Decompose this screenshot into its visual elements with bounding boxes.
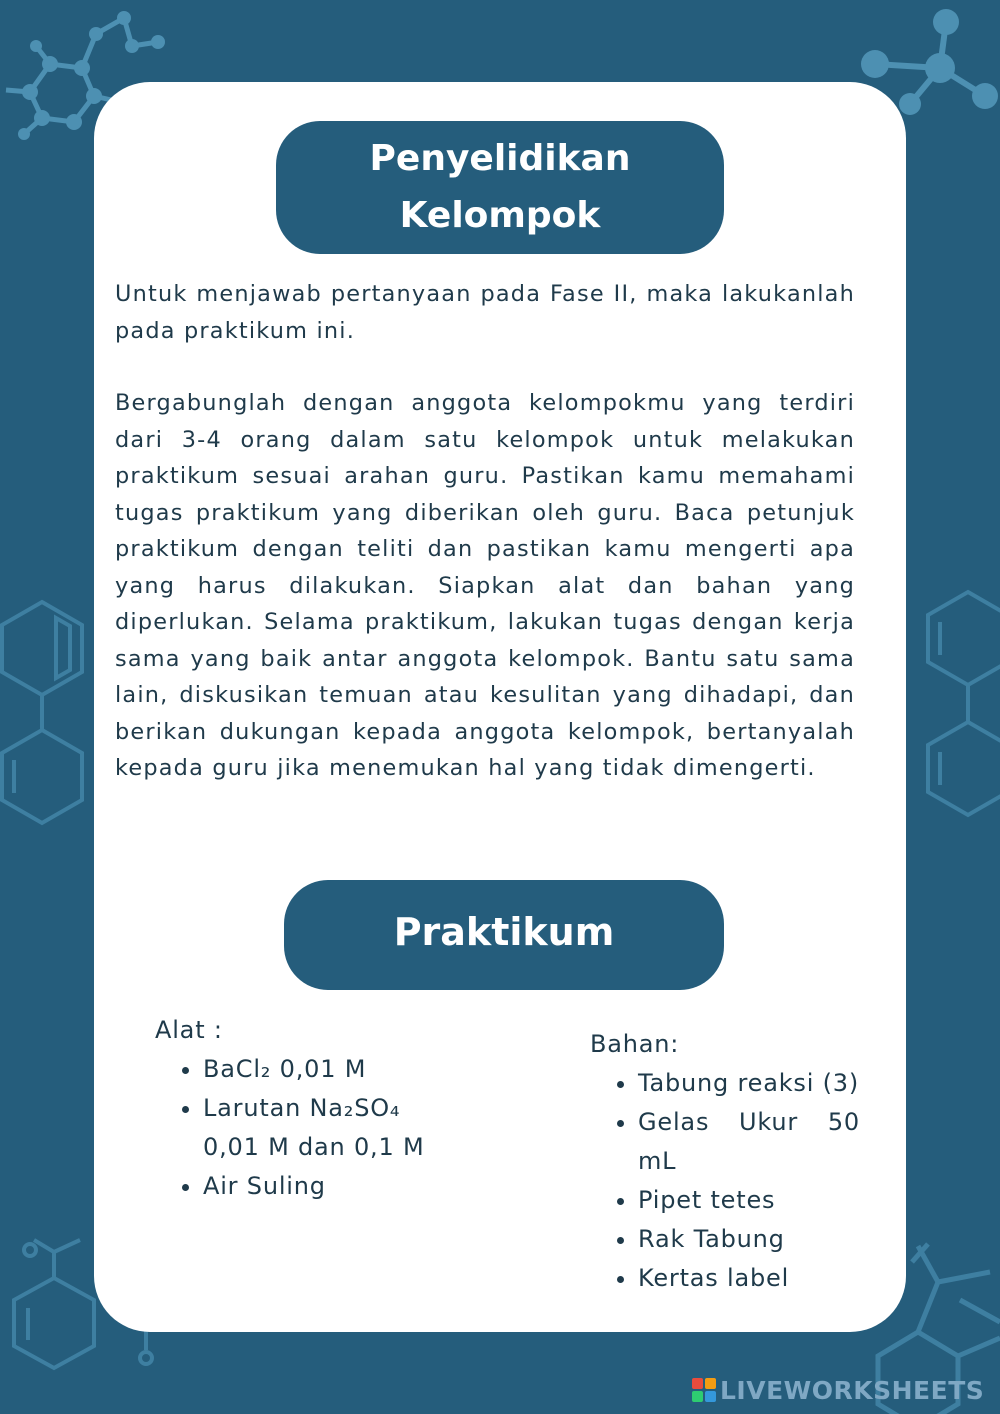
alat-section xyxy=(155,1011,455,1206)
heading-praktikum: Praktikum xyxy=(284,880,724,990)
list-item: • Gelas Ukur 50 mL xyxy=(638,1103,860,1181)
list-item: • Tabung reaksi (3) xyxy=(638,1064,860,1103)
liveworksheets-logo[interactable] xyxy=(692,1374,984,1406)
list-item: • Air Suling xyxy=(203,1167,455,1206)
list-item: • Kertas label xyxy=(638,1259,860,1298)
list-item: • Rak Tabung xyxy=(638,1220,860,1259)
biphenyl-left-icon xyxy=(2,602,82,823)
heading-penyelidikan-kelompok xyxy=(276,121,724,254)
content-card xyxy=(94,82,906,1332)
bahan-label: Bahan: xyxy=(590,1030,680,1058)
biphenyl-right-icon xyxy=(928,592,1000,815)
alat-list xyxy=(155,1050,455,1206)
bahan-section xyxy=(590,1025,860,1298)
list-item: • Pipet tetes xyxy=(638,1181,860,1220)
logo-grid-icon xyxy=(692,1378,716,1402)
brand-name: LIVEWORKSHEETS xyxy=(720,1375,985,1405)
instruction-paragraph: Bergabunglah dengan anggota kelompokmu yang terdiri dari 3-4 orang dalam satu kelompok untuk melakukan praktikum sesuai arahan guru. Pastikan kamu memahami tugas praktikum yang diberikan oleh guru. Baca petunjuk praktikum dengan teliti dan pastikan kamu mengerti apa yang harus dilakukan. Siapkan alat dan bahan yang diperlukan. Selama praktikum, lakukan tugas dengan kerja sama yang baik antar anggota kelompok. Bantu satu sama lain, diskusikan temuan atau kesulitan yang dihadapi, dan berikan dukungan kepada anggota kelompok, bertanyalah kepada guru jika menemukan hal yang tidak dimengerti. xyxy=(115,390,855,781)
list-item: • Larutan Na₂SO₄ 0,01 M dan 0,1 M xyxy=(203,1089,455,1167)
list-item: • BaCl₂ 0,01 M xyxy=(203,1050,455,1089)
alat-label: Alat : xyxy=(155,1016,223,1044)
heading-line-1: Penyelidikan xyxy=(369,138,631,179)
heading-line-2: Kelompok xyxy=(399,195,601,236)
intro-paragraph: Untuk menjawab pertanyaan pada Fase II, maka lakukanlah pada praktikum ini. xyxy=(115,281,855,344)
bahan-list xyxy=(590,1064,860,1298)
